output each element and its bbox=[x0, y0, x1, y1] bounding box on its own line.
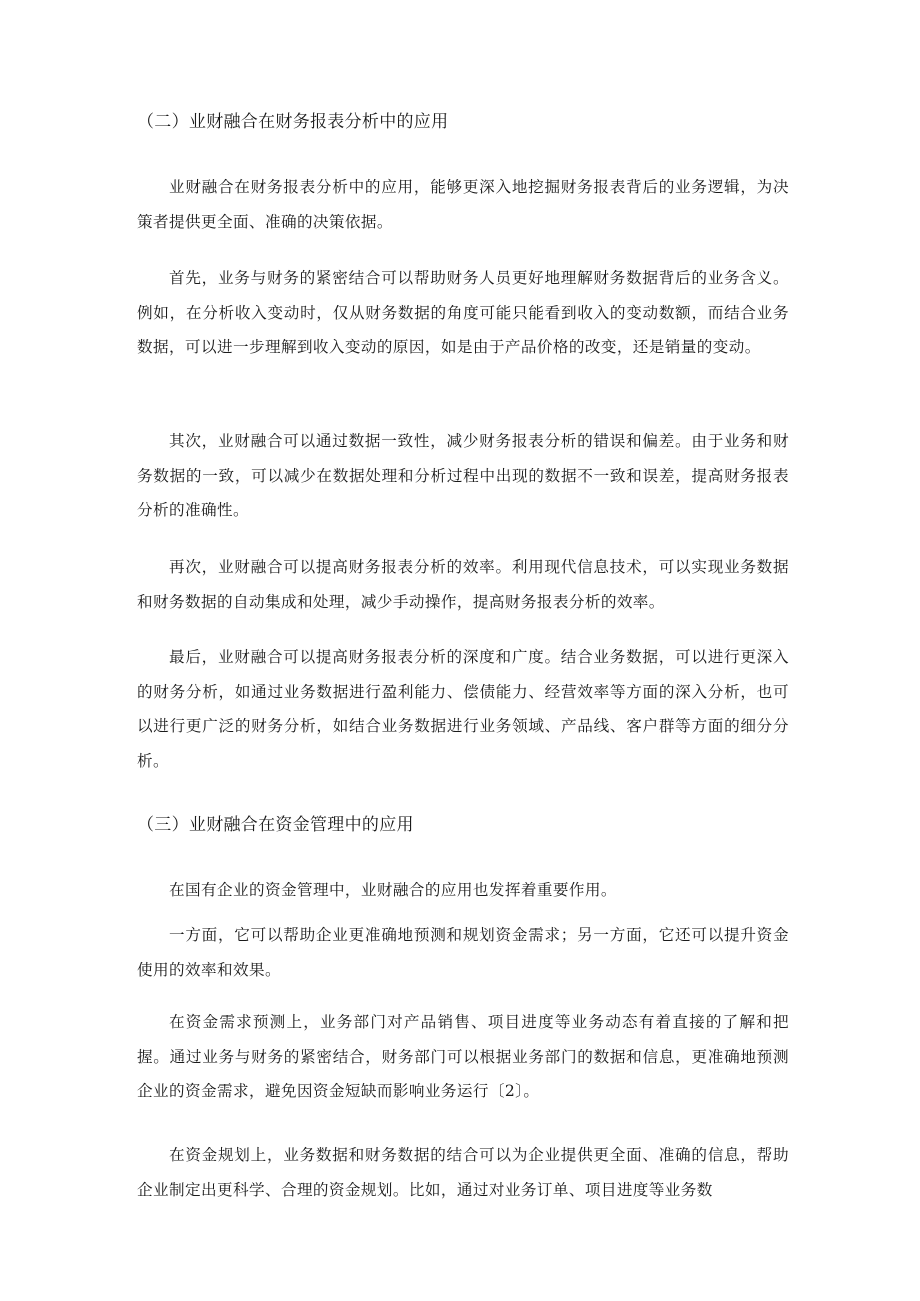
section-heading-2: （二）业财融合在财务报表分析中的应用 bbox=[137, 112, 449, 132]
section-heading-3: （三）业财融合在资金管理中的应用 bbox=[137, 815, 414, 835]
paragraph: 一方面，它可以帮助企业更准确地预测和规划资金需求；另一方面，它还可以提升资金使用的效率和效果。 bbox=[137, 926, 789, 979]
paragraph: 首先，业务与财务的紧密结合可以帮助财务人员更好地理解财务数据背后的业务含义。例如，在分析收入变动时，仅从财务数据的角度可能只能看到收入的变动数额，而结合业务数据，可以进一步理解到收入变动的原因，如是由于产品价格的改变，还是销量的变动。 bbox=[137, 269, 789, 356]
paragraph: 业财融合在财务报表分析中的应用，能够更深入地挖掘财务报表背后的业务逻辑，为决策者提供更全面、准确的决策依据。 bbox=[137, 178, 789, 231]
paragraph: 再次，业财融合可以提高财务报表分析的效率。利用现代信息技术，可以实现业务数据和财务数据的自动集成和处理，减少手动操作，提高财务报表分析的效率。 bbox=[137, 558, 789, 611]
paragraph: 在资金规划上，业务数据和财务数据的结合可以为企业提供更全面、准确的信息，帮助企业制定出更科学、合理的资金规划。比如，通过对业务订单、项目进度等业务数 bbox=[137, 1146, 789, 1199]
paragraph: 在资金需求预测上，业务部门对产品销售、项目进度等业务动态有着直接的了解和把握。通过业务与财务的紧密结合，财务部门可以根据业务部门的数据和信息，更准确地预测企业的资金需求，避免因资金短缺而影响业务运行〔2〕。 bbox=[137, 1013, 789, 1100]
paragraph: 其次，业财融合可以通过数据一致性，减少财务报表分析的错误和偏差。由于业务和财务数据的一致，可以减少在数据处理和分析过程中出现的数据不一致和误差，提高财务报表分析的准确性。 bbox=[137, 432, 789, 519]
paragraph: 在国有企业的资金管理中，业财融合的应用也发挥着重要作用。 bbox=[169, 881, 617, 899]
paragraph: 最后，业财融合可以提高财务报表分析的深度和广度。结合业务数据，可以进行更深入的财务分析，如通过业务数据进行盈利能力、偿债能力、经营效率等方面的深入分析，也可以进行更广泛的财务分析，如结合业务数据进行业务领域、产品线、客户群等方面的细分分析。 bbox=[137, 648, 789, 770]
